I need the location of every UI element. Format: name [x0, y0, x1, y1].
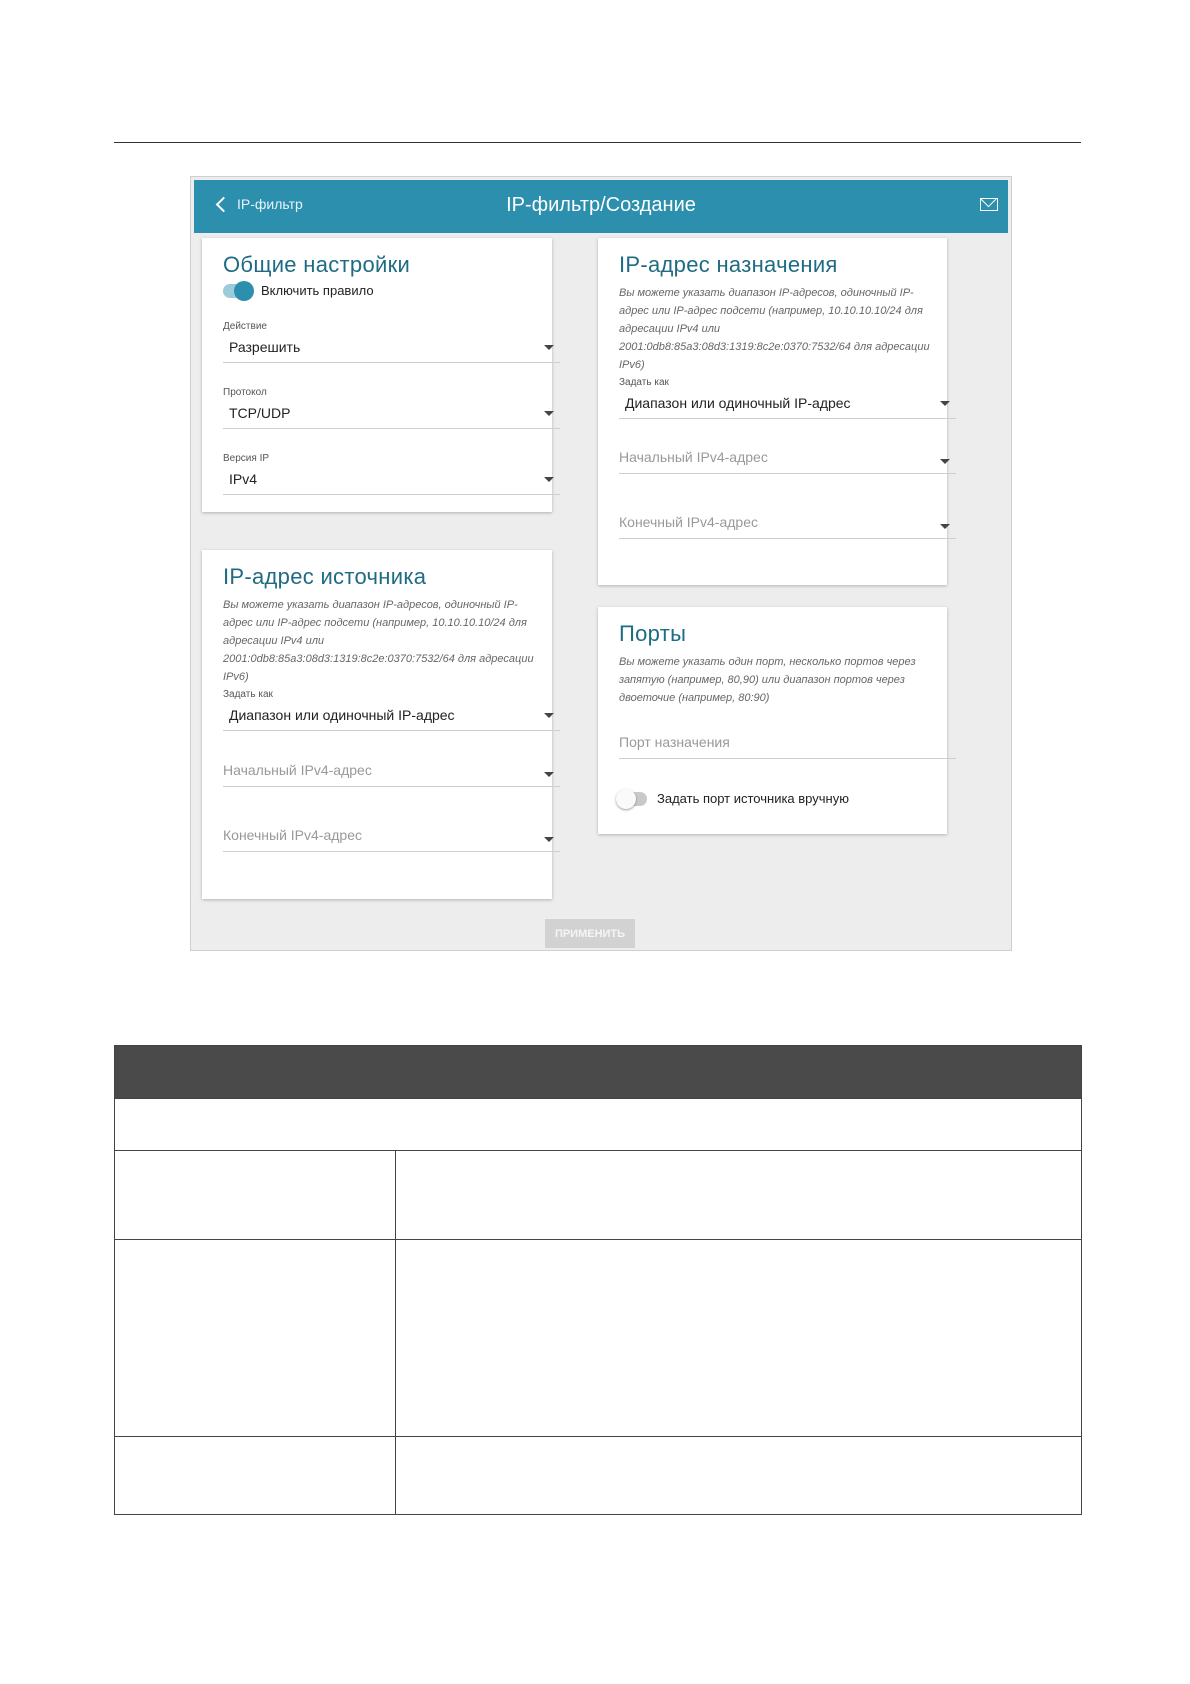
ip-version-value: IPv4	[229, 471, 258, 487]
action-select[interactable]	[223, 332, 560, 363]
dest-port-placeholder: Порт назначения	[619, 734, 730, 750]
ports-title: Порты	[619, 621, 687, 646]
action-label: Действие	[223, 321, 267, 332]
caret-down-icon	[544, 411, 554, 416]
source-ip-title: IP-адрес источника	[223, 564, 427, 589]
destination-set-as-field	[619, 377, 956, 419]
page-title: IP-фильтр/Создание	[506, 194, 696, 216]
description-table	[114, 1045, 1082, 1515]
caret-down-icon	[544, 772, 554, 777]
ip-version-label: Версия IP	[223, 453, 270, 464]
table-cell	[115, 1437, 396, 1515]
ports-hint: Вы можете указать один порт, несколько портов через запятую (например, 80,90) или диапазон портов через двоеточие (например, 80:90)	[619, 656, 916, 704]
dest-port-input[interactable]	[619, 726, 956, 759]
source-set-as-value: Диапазон или одиночный IP-адрес	[229, 707, 455, 723]
source-set-as-label: Задать как	[223, 689, 273, 700]
back-label: IP-фильтр	[237, 196, 303, 212]
ip-version-select[interactable]	[223, 464, 560, 495]
toggle-knob	[616, 789, 636, 809]
action-value: Разрешить	[229, 339, 301, 355]
source-end-field	[223, 819, 560, 852]
caret-down-icon	[544, 713, 554, 718]
table-cell	[396, 1240, 1082, 1437]
dest-port-field	[619, 726, 956, 759]
manual-source-port-toggle[interactable]	[619, 792, 647, 806]
action-field	[223, 321, 560, 363]
protocol-value: TCP/UDP	[229, 405, 291, 421]
destination-ip-hint: Вы можете указать диапазон IP-адресов, одиночный IP-адрес или IP-адрес подсети (например, 10.10.10.10/24 для адресации IPv4 или 2001:0db8:85a3:08d3:1319:8c2e:0370:7532/64 для адресации IPv6)	[619, 287, 930, 371]
destination-end-field	[619, 506, 956, 539]
toggle-knob	[234, 281, 254, 301]
source-start-placeholder: Начальный IPv4-адрес	[223, 762, 372, 778]
general-settings-title: Общие настройки	[223, 252, 411, 277]
destination-start-placeholder: Начальный IPv4-адрес	[619, 449, 768, 465]
caret-down-icon	[940, 459, 950, 464]
source-set-as-select[interactable]	[223, 700, 560, 731]
caret-down-icon	[940, 401, 950, 406]
mail-icon[interactable]	[980, 198, 998, 211]
table-header	[115, 1046, 1082, 1099]
source-ip-card	[202, 550, 552, 899]
protocol-label: Протокол	[223, 387, 267, 398]
source-set-as-field	[223, 689, 560, 731]
table-cell	[396, 1437, 1082, 1515]
protocol-select[interactable]	[223, 398, 560, 429]
ip-version-field	[223, 453, 560, 495]
manual-source-port-label: Задать порт источника вручную	[657, 791, 849, 806]
general-settings-card	[202, 238, 552, 512]
destination-end-placeholder: Конечный IPv4-адрес	[619, 514, 758, 530]
source-end-input[interactable]	[223, 819, 560, 852]
destination-set-as-select[interactable]	[619, 388, 956, 419]
destination-ip-card	[598, 238, 947, 585]
table-cell	[115, 1240, 396, 1437]
ports-card	[598, 607, 947, 834]
source-end-placeholder: Конечный IPv4-адрес	[223, 827, 362, 843]
top-rule	[114, 142, 1081, 143]
destination-set-as-label: Задать как	[619, 377, 669, 388]
enable-rule-toggle[interactable]	[223, 284, 251, 298]
caret-down-icon	[544, 837, 554, 842]
apply-button[interactable]: ПРИМЕНИТЬ	[545, 919, 635, 948]
caret-down-icon	[940, 524, 950, 529]
source-ip-hint: Вы можете указать диапазон IP-адресов, одиночный IP-адрес или IP-адрес подсети (например, 10.10.10.10/24 для адресации IPv4 или 2001:0db8:85a3:08d3:1319:8c2e:0370:7532/64 для адресации IPv6)	[223, 599, 534, 683]
top-bar	[194, 180, 1008, 233]
destination-start-field	[619, 441, 956, 474]
source-start-input[interactable]	[223, 754, 560, 787]
destination-end-input[interactable]	[619, 506, 956, 539]
destination-ip-title: IP-адрес назначения	[619, 252, 838, 277]
screenshot-frame	[190, 176, 1012, 951]
source-start-field	[223, 754, 560, 787]
destination-start-input[interactable]	[619, 441, 956, 474]
caret-down-icon	[544, 477, 554, 482]
table-row	[115, 1099, 1082, 1151]
table-cell	[115, 1151, 396, 1240]
caret-down-icon	[544, 345, 554, 350]
enable-rule-label: Включить правило	[261, 283, 374, 298]
destination-set-as-value: Диапазон или одиночный IP-адрес	[625, 395, 851, 411]
table-cell	[396, 1151, 1082, 1240]
protocol-field	[223, 387, 560, 429]
